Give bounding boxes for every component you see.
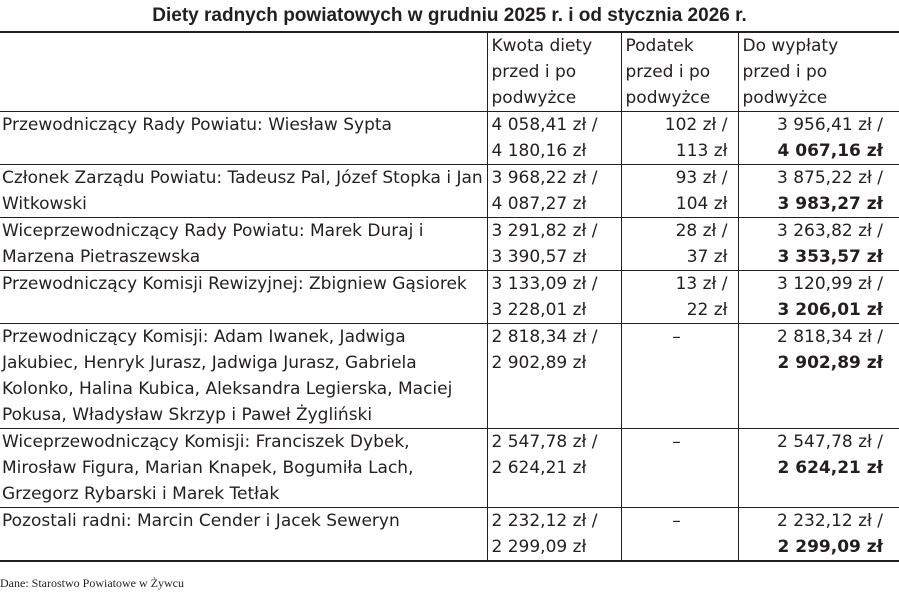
tax-cell — [621, 112, 738, 165]
tax-before: 13 zł / — [675, 274, 728, 294]
amount-after: 4 180,16 zł — [491, 141, 587, 161]
header-row — [0, 32, 899, 112]
amount-before: 2 232,12 zł / — [491, 511, 598, 531]
tax-cell — [621, 165, 738, 218]
payout-before: 3 263,82 zł / — [777, 221, 883, 241]
amount-after: 2 902,89 zł — [491, 353, 587, 373]
tax-before: 93 zł / — [675, 168, 728, 188]
payout-before: 3 875,22 zł / — [777, 168, 883, 188]
tax-cell — [621, 271, 738, 324]
diets-table — [0, 31, 899, 562]
amount-before: 2 818,34 zł / — [491, 327, 598, 347]
amount-after: 2 299,09 zł — [491, 537, 587, 557]
amount-after: 3 228,01 zł — [491, 300, 587, 320]
payout-before: 2 818,34 zł / — [777, 327, 883, 347]
tax-after: 104 zł — [675, 194, 728, 214]
amount-cell — [487, 429, 621, 508]
table-row — [0, 218, 899, 271]
payout-after: 4 067,16 zł — [777, 141, 883, 161]
payout-after: 2 299,09 zł — [777, 537, 883, 557]
member-cell: Przewodniczący Komisji: Adam Iwanek, Jadwiga Jakubiec, Henryk Jurasz, Jadwiga Jurasz, Gabriela Kolonko, Halina Kubica, Aleksandra Legierska, Maciej Pokusa, Władysław Skrzyp i Paweł Żygliński — [0, 324, 487, 429]
payout-after: 3 983,27 zł — [777, 194, 883, 214]
tax-cell — [621, 324, 738, 429]
payout-before: 3 120,99 zł / — [777, 274, 883, 294]
amount-before: 3 968,22 zł / — [491, 168, 598, 188]
payout-after: 2 624,21 zł — [777, 458, 883, 478]
table-row — [0, 165, 899, 218]
amount-cell — [487, 112, 621, 165]
tax-cell — [621, 429, 738, 508]
table-row — [0, 324, 899, 429]
tax-before: 28 zł / — [675, 221, 728, 241]
tax-cell — [621, 218, 738, 271]
payout-cell — [738, 271, 899, 324]
payout-before: 2 547,78 zł / — [777, 432, 883, 452]
amount-after: 4 087,27 zł — [491, 194, 587, 214]
payout-cell — [738, 165, 899, 218]
header-member — [0, 32, 487, 112]
tax-after: 37 zł — [686, 247, 728, 267]
member-cell: Pozostali radni: Marcin Cender i Jacek Seweryn — [0, 508, 487, 562]
amount-before: 4 058,41 zł / — [491, 115, 598, 135]
payout-cell — [738, 324, 899, 429]
table-title: Diety radnych powiatowych w grudniu 2025 r. i od stycznia 2026 r. — [152, 5, 747, 26]
member-cell: Wiceprzewodniczący Komisji: Franciszek Dybek, Mirosław Figura, Marian Knapek, Bogumiła Lach, Grzegorz Rybarski i Marek Tetłak — [0, 429, 487, 508]
payout-before: 3 956,41 zł / — [777, 115, 883, 135]
payout-after: 3 206,01 zł — [777, 300, 883, 320]
member-cell: Członek Zarządu Powiatu: Tadeusz Pal, Józef Stopka i Jan Witkowski — [0, 165, 487, 218]
amount-cell — [487, 508, 621, 562]
tax-after: 22 zł — [686, 300, 728, 320]
amount-before: 3 291,82 zł / — [491, 221, 598, 241]
amount-cell — [487, 218, 621, 271]
payout-cell — [738, 112, 899, 165]
payout-before: 2 232,12 zł / — [777, 511, 883, 531]
amount-cell — [487, 165, 621, 218]
tax-dash: – — [672, 327, 681, 347]
table-row — [0, 112, 899, 165]
tax-after: 113 zł — [675, 141, 728, 161]
payout-cell — [738, 429, 899, 508]
amount-after: 3 390,57 zł — [491, 247, 587, 267]
member-cell: Przewodniczący Rady Powiatu: Wiesław Sypta — [0, 112, 487, 165]
tax-before: 102 zł / — [664, 115, 728, 135]
member-cell: Przewodniczący Komisji Rewizyjnej: Zbigniew Gąsiorek — [0, 271, 487, 324]
header-payout: Do wypłaty przed i po podwyżce — [742, 36, 839, 108]
tax-dash: – — [672, 432, 681, 452]
amount-cell — [487, 324, 621, 429]
payout-cell — [738, 508, 899, 562]
tax-dash: – — [672, 511, 681, 531]
header-tax: Podatek przed i po podwyżce — [621, 32, 738, 112]
source-note: Dane: Starostwo Powiatowe w Żywcu — [0, 576, 184, 590]
amount-after: 2 624,21 zł — [491, 458, 587, 478]
payout-after: 2 902,89 zł — [777, 353, 883, 373]
amount-before: 2 547,78 zł / — [491, 432, 598, 452]
payout-cell — [738, 218, 899, 271]
table-row — [0, 429, 899, 508]
table-row — [0, 508, 899, 562]
amount-before: 3 133,09 zł / — [491, 274, 598, 294]
payout-after: 3 353,57 zł — [777, 247, 883, 267]
header-amount: Kwota diety przed i po podwyżce — [487, 32, 621, 112]
amount-cell — [487, 271, 621, 324]
member-cell: Wiceprzewodniczący Rady Powiatu: Marek Duraj i Marzena Pietraszewska — [0, 218, 487, 271]
table-row — [0, 271, 899, 324]
tax-cell — [621, 508, 738, 562]
table-body — [0, 112, 899, 562]
